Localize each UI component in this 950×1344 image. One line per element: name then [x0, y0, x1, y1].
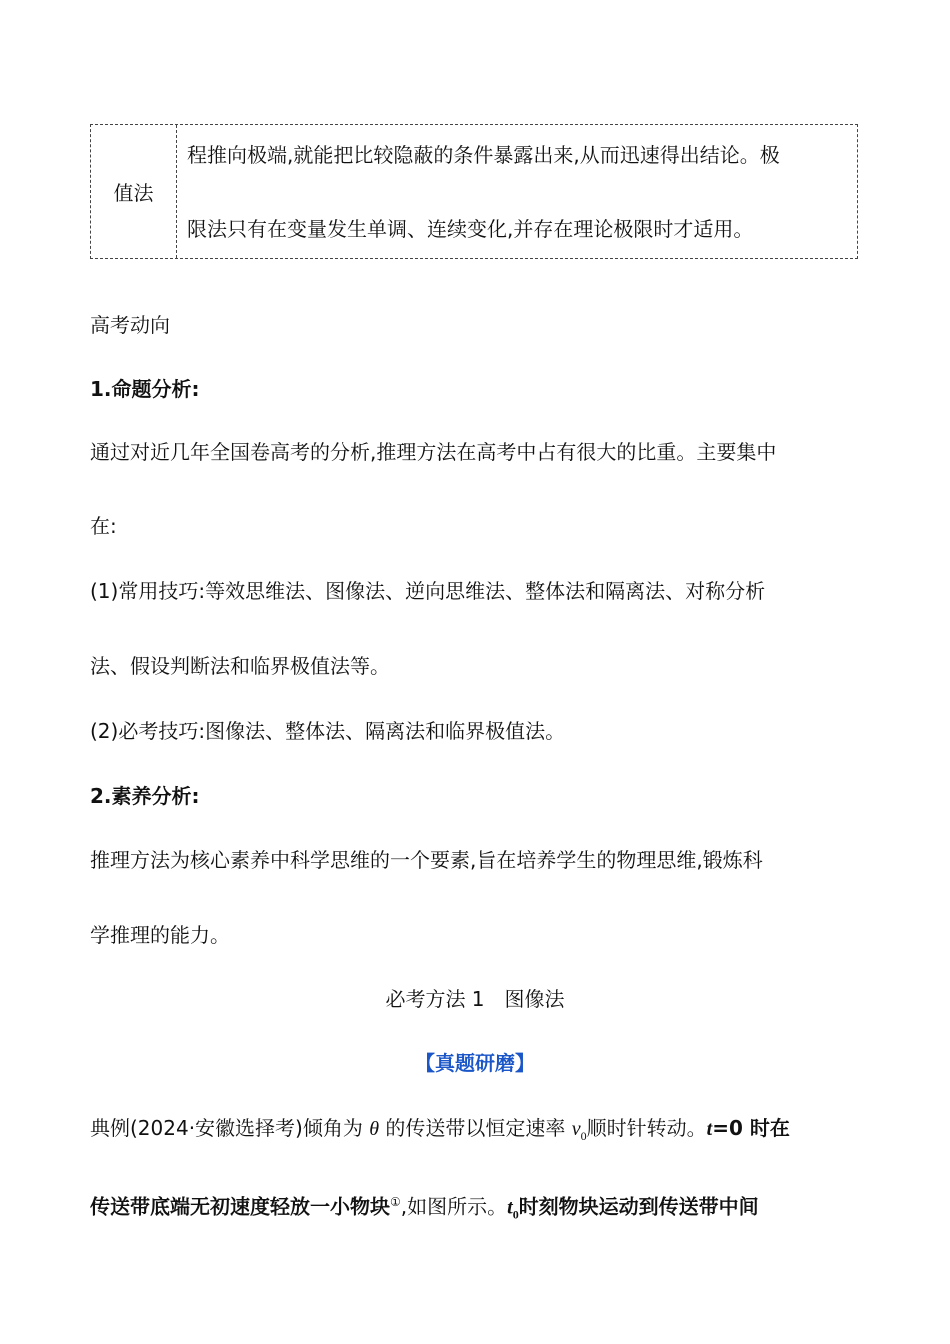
zhenti-label: 【真题研磨】 [415, 1051, 535, 1075]
table-desc-cell [177, 125, 857, 258]
example-line-1 [90, 1113, 858, 1151]
example-line-2 [90, 1187, 858, 1230]
item2-paragraph-line-2: 学推理的能力。 [90, 923, 230, 947]
example-line2-bold2: 时刻物块运动到传送带中间 [518, 1194, 759, 1219]
t0-subscript: 0 [512, 1207, 519, 1222]
example-mid1: 的传送带以恒定速率 [379, 1116, 572, 1140]
item1-paragraph-line-1: 通过对近几年全国卷高考的分析,推理方法在高考中占有很大的比重。主要集中 [90, 440, 777, 464]
item1-sub2: (2)必考技巧:图像法、整体法、隔离法和临界极值法。 [90, 719, 566, 743]
example-mid2: 顺时针转动。 [586, 1116, 707, 1140]
footnote-marker: ① [390, 1195, 401, 1209]
table-desc-line-2: 限法只有在变量发生单调、连续变化,并存在理论极限时才适用。 [187, 217, 754, 241]
example-prefix: 典例(2024·安徽选择考)倾角为 [90, 1116, 370, 1140]
item1-heading: 1.命题分析: [90, 377, 200, 401]
example-line2-bold: 传送带底端无初速度轻放一小物块 [90, 1194, 390, 1219]
section-title: 高考动向 [90, 313, 170, 337]
table-name-text: 值法 [113, 181, 154, 205]
v-symbol: v [571, 1118, 581, 1140]
item1-sub1-line-2: 法、假设判断法和临界极值法等。 [90, 654, 390, 678]
item1-sub1-line-1: (1)常用技巧:等效思维法、图像法、逆向思维法、整体法和隔离法、对称分析 [90, 579, 766, 603]
table-desc-line-1: 程推向极端,就能把比较隐蔽的条件暴露出来,从而迅速得出结论。极 [187, 143, 780, 167]
item2-paragraph-line-1: 推理方法为核心素养中科学思维的一个要素,旨在培养学生的物理思维,锻炼科 [90, 848, 763, 872]
table-name-cell [91, 125, 177, 258]
method-title: 必考方法 1 图像法 [385, 987, 565, 1011]
v-subscript: 0 [580, 1129, 587, 1143]
t-symbol: t [706, 1118, 713, 1140]
t0-symbol: t [507, 1196, 513, 1219]
item2-heading: 2.素养分析: [90, 784, 200, 808]
definition-table [90, 124, 858, 259]
theta-symbol: θ [369, 1118, 380, 1140]
example-line2-mid: ,如图所示。 [400, 1194, 508, 1219]
item1-paragraph-line-2: 在: [90, 514, 117, 538]
example-bold1: =0 时在 [712, 1116, 790, 1140]
